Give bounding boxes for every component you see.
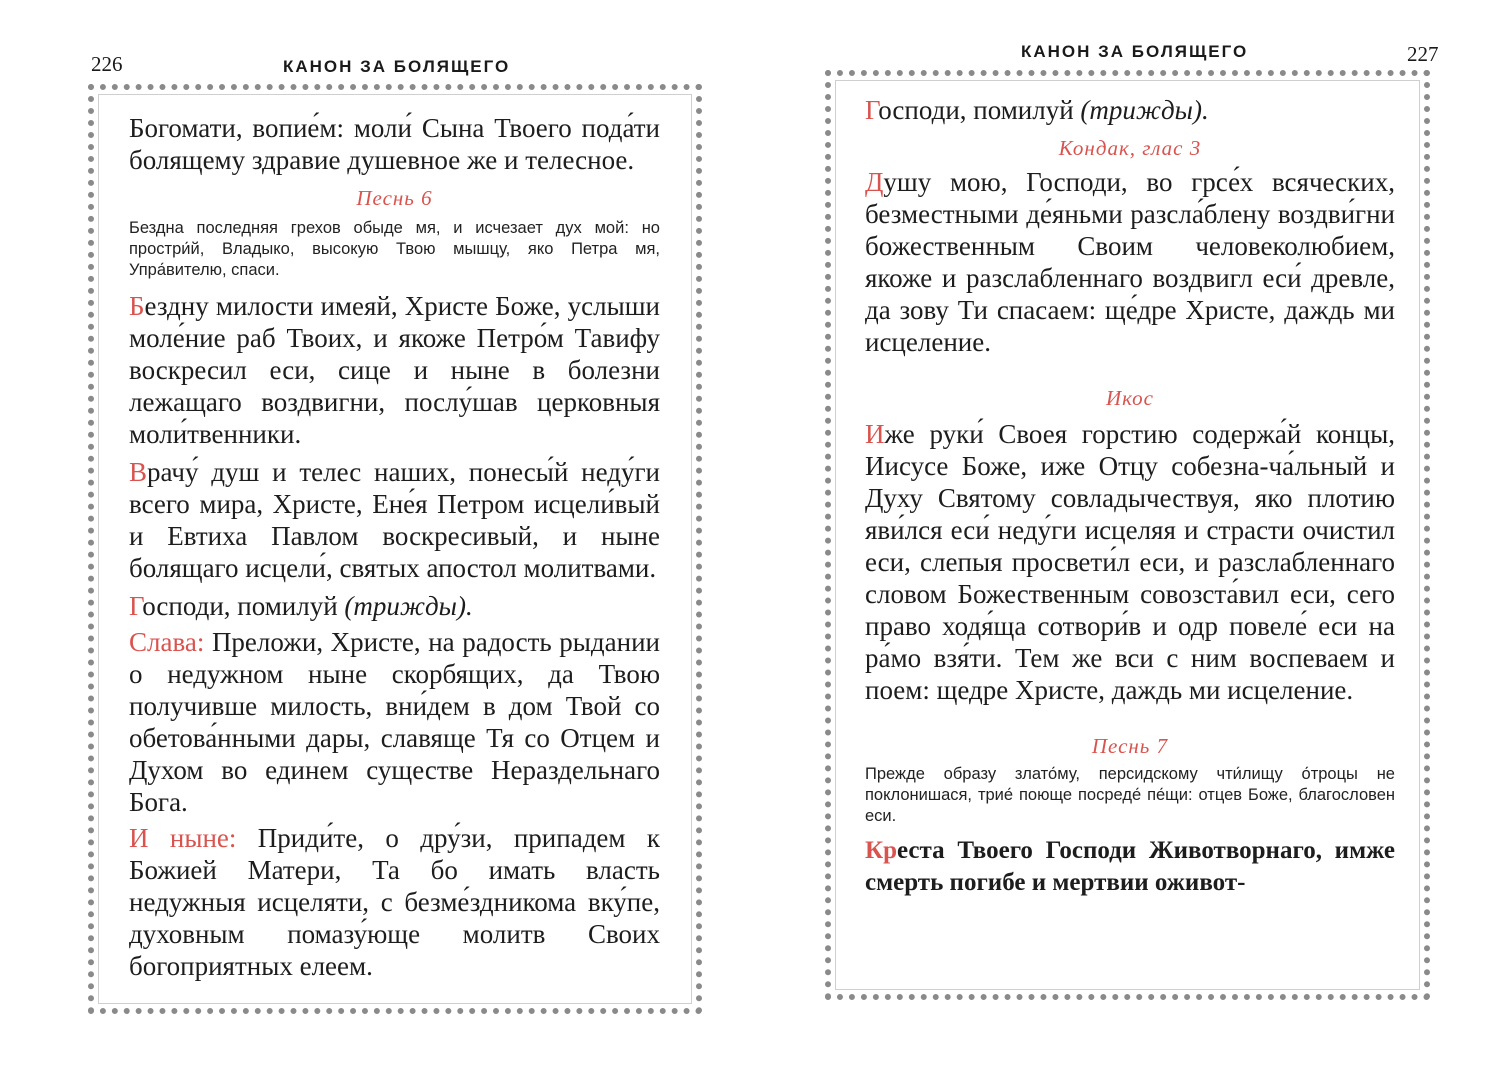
irmos-song-6: Бездна последняя грехов обыде мя, и исчезает дух мой: но простри́й, Владыко, высокую Твою мышцу, яко Петра мя, Упра́вителю, спаси. bbox=[129, 219, 660, 279]
page-number: 227 bbox=[1407, 42, 1439, 66]
right-text-column bbox=[865, 94, 1395, 899]
drop-initial: Д bbox=[865, 167, 884, 197]
rubric-note: (трижды). bbox=[344, 591, 473, 621]
drop-initial: Г bbox=[865, 95, 879, 125]
lord-have-mercy: Господи, помилуй (трижды). bbox=[865, 95, 1209, 125]
drop-initial: И bbox=[865, 419, 885, 449]
left-page bbox=[0, 0, 750, 1080]
left-text-column bbox=[129, 112, 660, 982]
troparion-2: Врачу́ душ и телес наших, понесы́й неду́ги всего мира, Христе, Ене́я Петром исцели́вый и Евтиха Павлом воскресивый, и ныне болящаго исцели́, святых апостол молитвами. bbox=[129, 457, 660, 583]
intro-paragraph: Богомати, вопие́м: моли́ Сына Твоего пода́ти болящему здравие душевное же и телесное. bbox=[129, 113, 660, 175]
kontakion-heading: Кондак, глас 3 bbox=[1058, 136, 1202, 160]
irmos-song-7: Прежде образу злато́му, персидскому чти́лищу о́троцы не поклонишася, трие́ поюще посреде́ пе́щи: отцев Боже, благословен еси. bbox=[865, 765, 1395, 825]
drop-initial: Кр bbox=[865, 837, 898, 864]
and-now-verse: И ныне: Приди́те, о дру́зи, припадем к Божией Матери, Та бо имать власть недужныя исцеляти, с безме́здникома вку́пе, духовным помазу́юще молитв Своих богоприятных елеем. bbox=[129, 823, 660, 981]
troparion-song-7: Креста Твоего Господи Животворнаго, имже смерть погибе и мертвии оживот- bbox=[865, 837, 1395, 896]
rubric-note: (трижды). bbox=[1080, 95, 1209, 125]
drop-initial: В bbox=[129, 457, 148, 487]
ikos-text: Иже руки́ Своея горстию содержа́й концы, Иисусе Боже, иже Отцу собезна-ча́льный и Духу Святому совладычествуя, яко плотию яви́лся еси́ неду́ги исцеляя и страсти очистил еси, слепыя просвети́л еси, и разслабленнаго словом Божественным совозста́вил еси, сего право ходя́ща сотвори́в и одр повеле́ еси на ра́мо взя́ти. Тем же вси с ним воспеваем и поем: щедре Христе, даждь ми исцеление. bbox=[865, 419, 1395, 705]
heading-song-7: Песнь 7 bbox=[1091, 734, 1169, 758]
right-page bbox=[760, 0, 1509, 1080]
troparion-1: Бездну милости имеяй, Христе Боже, услыши моле́ние раб Твоих, и якоже Петро́м Тавифу воскресил еси, сице и ныне в болезни лежащаго воздвигни, послу́шав церковныя моли́твенники. bbox=[129, 291, 660, 449]
kontakion-text: Душу мою, Господи, во грсе́х всяческих, безместными де́яньми разсла́блену воздви́гни божественным Своим человеколюбием, якоже и разслабленнаго воздвигл еси́ древле, да зову Ти спасаем: ще́дре Христе, даждь ми исцеление. bbox=[865, 167, 1395, 357]
lord-have-mercy: Господи, помилуй (трижды). bbox=[129, 591, 473, 621]
drop-initial: Г bbox=[129, 591, 143, 621]
running-header: КАНОН ЗА БОЛЯЩЕГО bbox=[283, 57, 511, 76]
rubric-label: Слава: bbox=[129, 627, 205, 657]
ikos-heading: Икос bbox=[1105, 386, 1154, 410]
glory-verse: Слава: Преложи, Христе, на радость рыдании о недужном ныне скорбящих, да Твою получивше милость, вни́дем в дом Твой со обетова́нными дары, славяще Тя со Отцем и Духом во единем существе Нераздельнаго Бога. bbox=[129, 627, 660, 817]
page-number: 226 bbox=[91, 52, 123, 76]
rubric-label: И ныне: bbox=[129, 823, 237, 853]
drop-initial: Б bbox=[129, 291, 145, 321]
heading-song-6: Песнь 6 bbox=[356, 186, 433, 210]
running-header: КАНОН ЗА БОЛЯЩЕГО bbox=[1021, 42, 1249, 61]
